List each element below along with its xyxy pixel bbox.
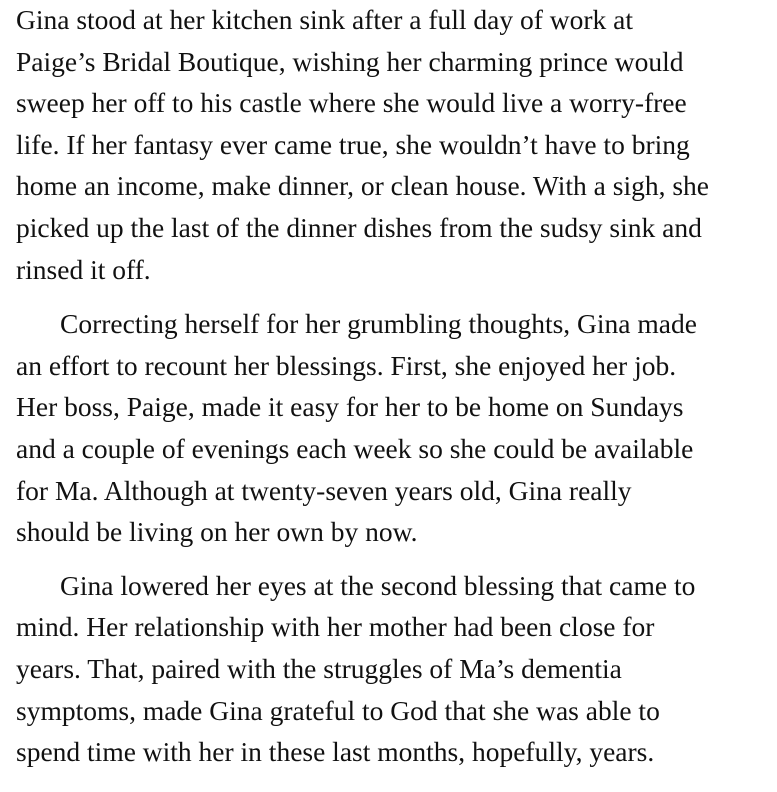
paragraph-1: [16, 0, 767, 290]
text-line: Gina stood at her kitchen sink after a full day of work at: [16, 4, 634, 35]
text-line: for Ma. Although at twenty-seven years old, Gina really: [16, 474, 632, 506]
text-line: Paige’s Bridal Boutique, wishing her charming prince would: [16, 45, 684, 77]
text-line: Correcting herself for her grumbling thoughts, Gina made: [60, 308, 697, 340]
paragraph-3: [16, 565, 767, 773]
text-line: rinsed it off.: [16, 253, 151, 285]
paragraph-2: [16, 303, 767, 553]
text-line: an effort to recount her blessings. First, she enjoyed her job.: [16, 349, 677, 381]
text-line: spend time with her in these last months, hopefully, years.: [16, 736, 655, 768]
text-line: home an income, make dinner, or clean house. With a sigh, she: [16, 170, 709, 202]
text-line: should be living on her own by now.: [16, 516, 418, 548]
text-line: sweep her off to his castle where she would live a worry-free: [16, 87, 687, 119]
text-line: years. That, paired with the struggles of Ma’s dementia: [16, 652, 622, 684]
text-line: Her boss, Paige, made it easy for her to be home on Sundays: [16, 391, 684, 423]
text-line: picked up the last of the dinner dishes from the sudsy sink and: [16, 211, 702, 243]
text-line: symptoms, made Gina grateful to God that she was able to: [16, 694, 660, 726]
text-line: mind. Her relationship with her mother had been close for: [16, 611, 655, 643]
text-line: and a couple of evenings each week so she could be available: [16, 432, 694, 464]
text-line: life. If her fantasy ever came true, she wouldn’t have to bring: [16, 128, 690, 160]
text-line: Gina lowered her eyes at the second blessing that came to: [60, 569, 696, 601]
